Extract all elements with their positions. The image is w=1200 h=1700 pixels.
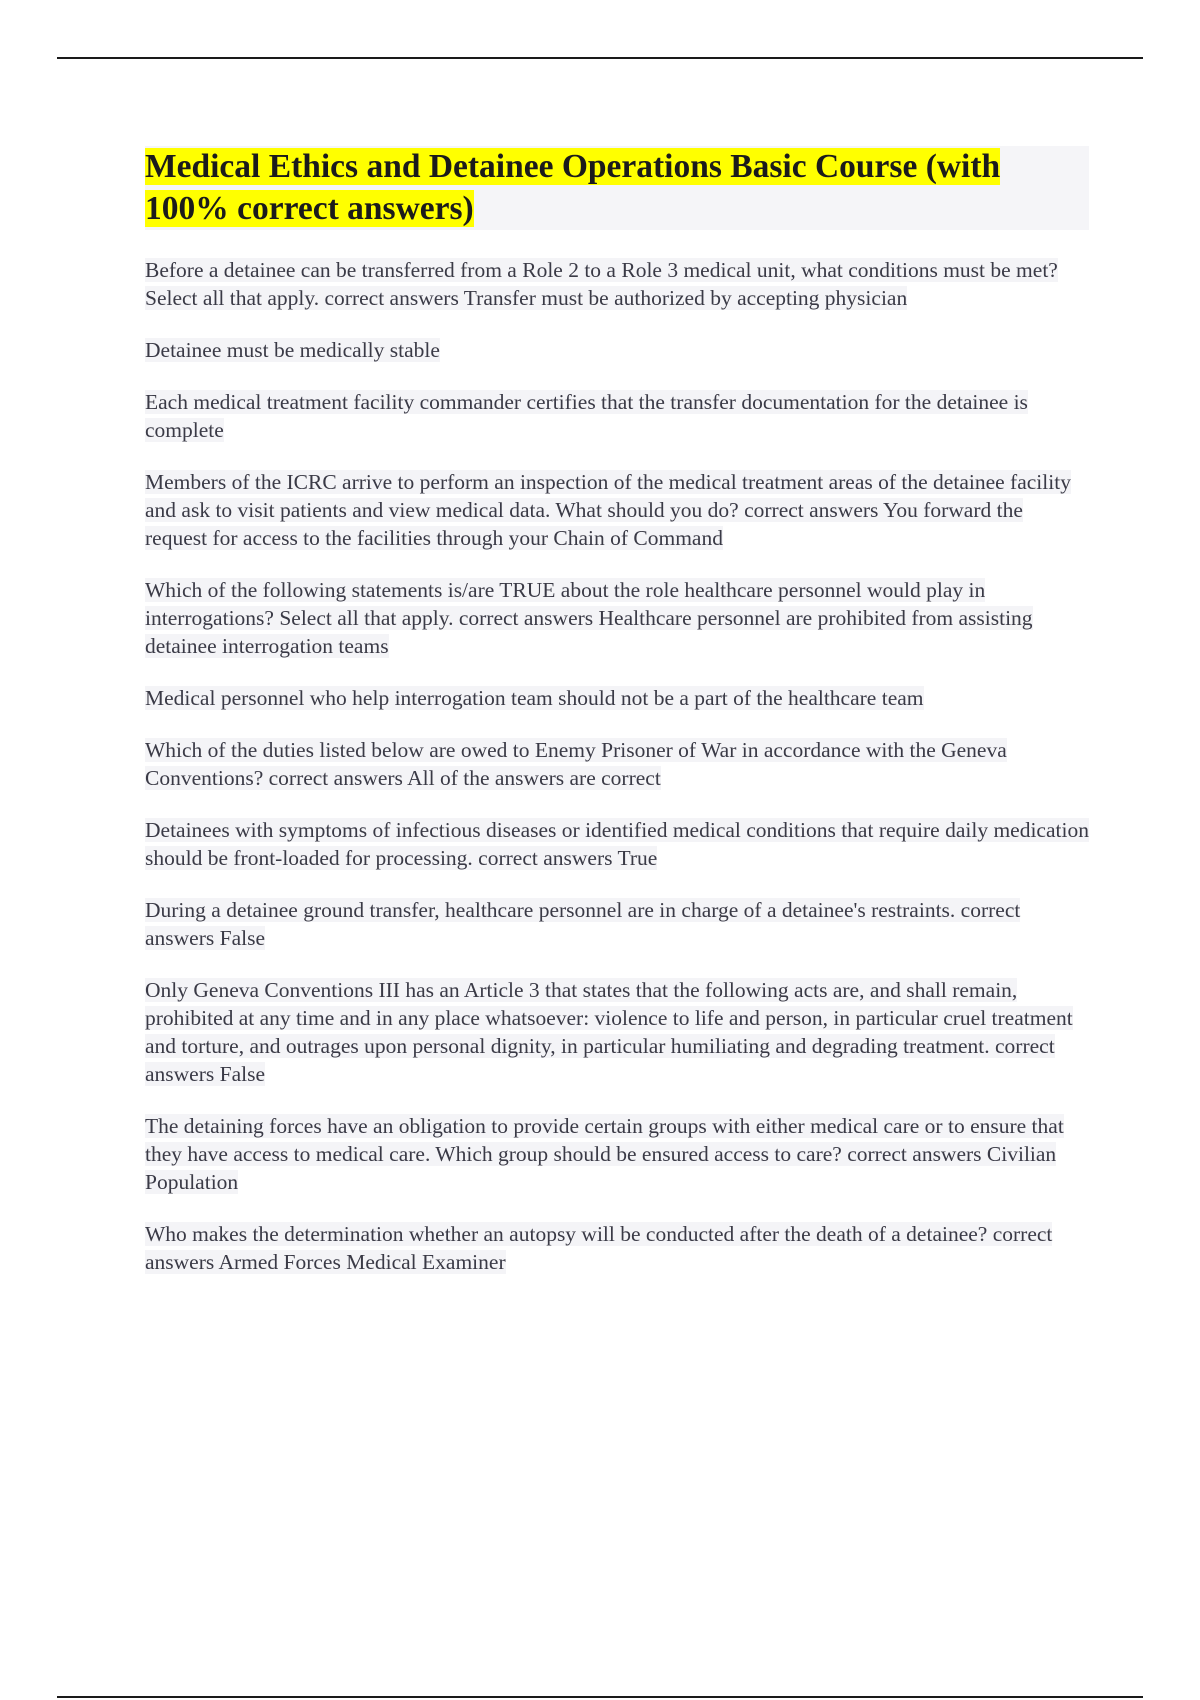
- paragraph-6-text: Medical personnel who help interrogation team should not be a part of the healthcare team: [145, 686, 924, 710]
- document-title: [145, 146, 1089, 230]
- document-body: [145, 146, 1089, 1300]
- paragraph-7: [145, 736, 1089, 792]
- paragraph-8: [145, 816, 1089, 872]
- paragraph-4-text: Members of the ICRC arrive to perform an inspection of the medical treatment areas of the detainee facility and ask to visit patients and view medical data. What should you do? correct answers You forward the request for access to the facilities through your Chain of Command: [145, 470, 1071, 550]
- paragraph-11-text: The detaining forces have an obligation to provide certain groups with either medical care or to ensure that they have access to medical care. Which group should be ensured access to care? correct answers Civilian Population: [145, 1114, 1064, 1194]
- paragraph-8-text: Detainees with symptoms of infectious diseases or identified medical conditions that require daily medication should be front-loaded for processing. correct answers True: [145, 818, 1089, 870]
- paragraph-3: [145, 388, 1089, 444]
- paragraph-10: [145, 976, 1089, 1088]
- paragraph-1-text: Before a detainee can be transferred from a Role 2 to a Role 3 medical unit, what conditions must be met? Select all that apply. correct answers Transfer must be authorized by accepting physician: [145, 258, 1058, 310]
- paragraph-3-text: Each medical treatment facility commander certifies that the transfer documentation for the detainee is complete: [145, 390, 1028, 442]
- paragraph-12: [145, 1220, 1089, 1276]
- paragraph-5: [145, 576, 1089, 660]
- top-rule: [57, 57, 1143, 59]
- paragraph-11: [145, 1112, 1089, 1196]
- bottom-rule: [57, 1696, 1143, 1698]
- paragraph-9: [145, 896, 1089, 952]
- paragraph-2-text: Detainee must be medically stable: [145, 338, 440, 362]
- title-highlight: Medical Ethics and Detainee Operations Basic Course (with 100% correct answers): [145, 148, 1001, 227]
- paragraph-1: [145, 256, 1089, 312]
- paragraph-9-text: During a detainee ground transfer, healthcare personnel are in charge of a detainee's restraints. correct answers False: [145, 898, 1021, 950]
- paragraph-10-text: Only Geneva Conventions III has an Article 3 that states that the following acts are, and shall remain, prohibited at any time and in any place whatsoever: violence to life and person, in particular cruel treatment and torture, and outrages upon personal dignity, in particular humiliating and degrading treatment. correct answers False: [145, 978, 1073, 1086]
- paragraph-5-text: Which of the following statements is/are TRUE about the role healthcare personnel would play in interrogations? Select all that apply. correct answers Healthcare personnel are prohibited from assisting detainee interrogation teams: [145, 578, 1033, 658]
- paragraph-4: [145, 468, 1089, 552]
- paragraph-2: [145, 336, 1089, 364]
- title-block: [145, 146, 1089, 230]
- paragraph-7-text: Which of the duties listed below are owed to Enemy Prisoner of War in accordance with the Geneva Conventions? correct answers All of the answers are correct: [145, 738, 1007, 790]
- paragraph-6: [145, 684, 1089, 712]
- paragraph-12-text: Who makes the determination whether an autopsy will be conducted after the death of a detainee? correct answers Armed Forces Medical Examiner: [145, 1222, 1053, 1274]
